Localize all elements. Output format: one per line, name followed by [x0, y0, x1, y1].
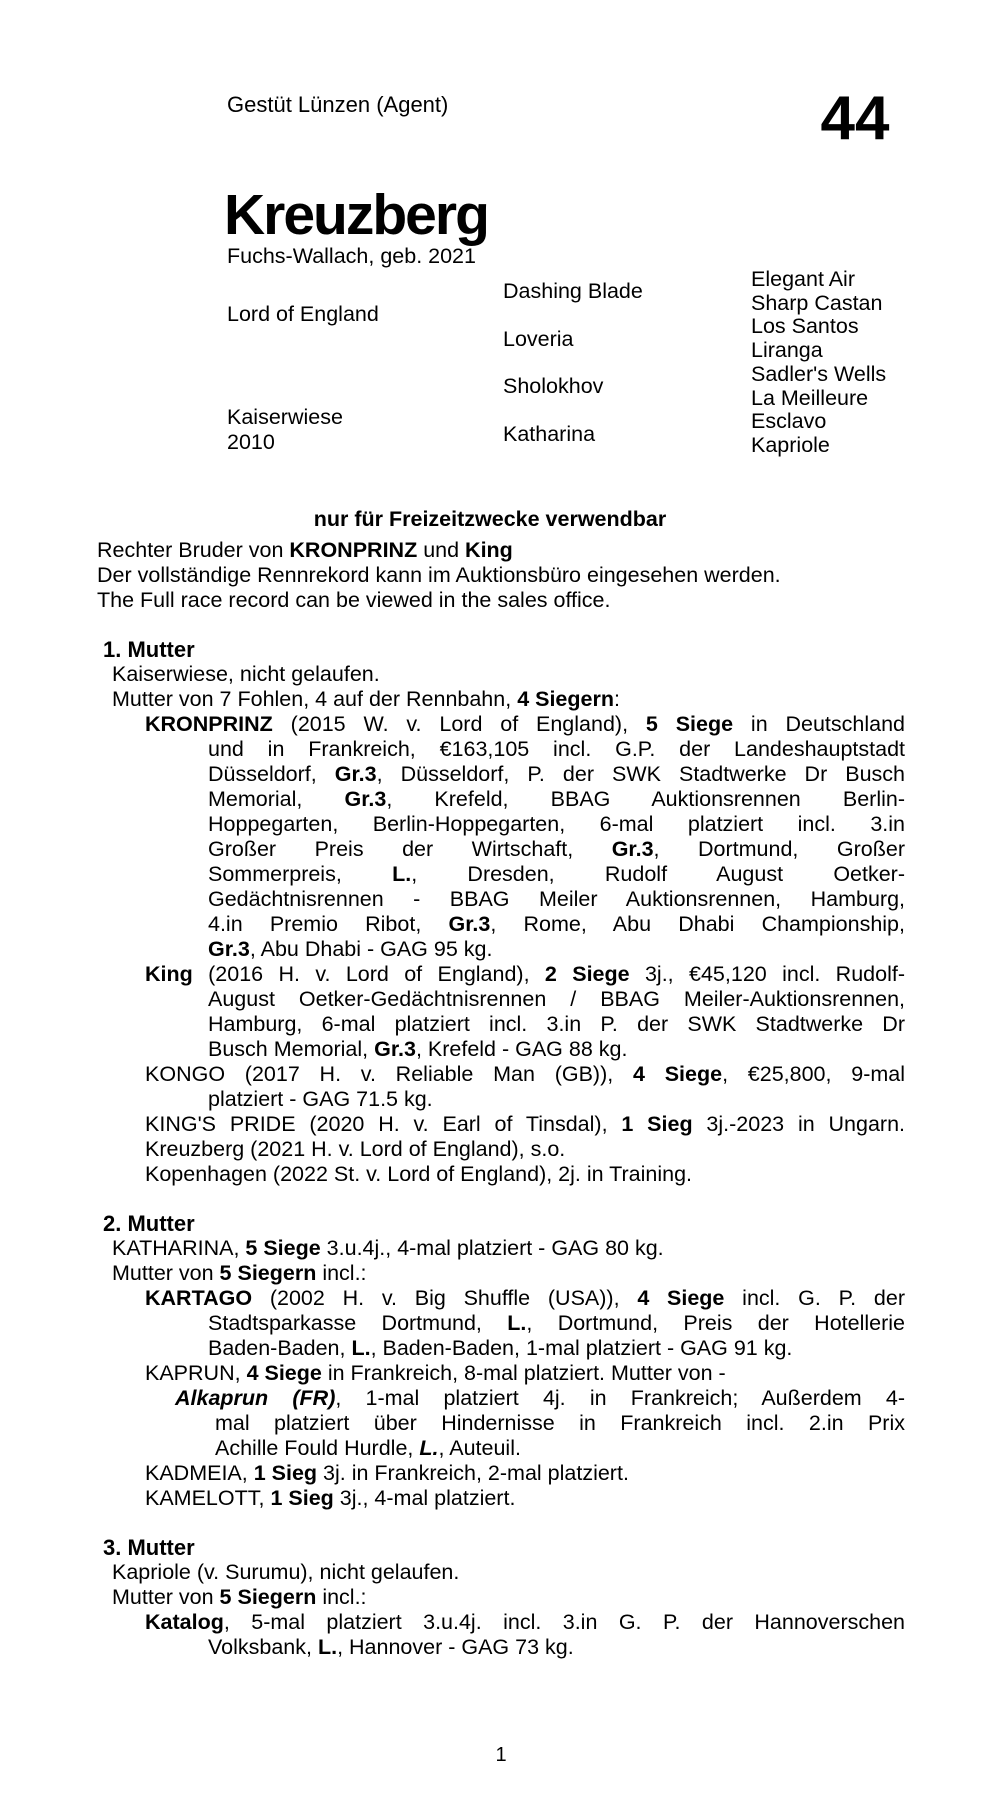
section-heading: 3. Mutter: [103, 1535, 195, 1560]
pedigree-entry: Sadler's Wells: [751, 361, 887, 386]
text-line: King (2016 H. v. Lord of England), 2 Siege 3j., €45,120 incl. Rudolf-: [145, 962, 905, 986]
section-heading: 1. Mutter: [103, 637, 195, 662]
text-line: The Full race record can be viewed in the sales office.: [97, 588, 611, 612]
intro-paragraph: [97, 538, 905, 613]
pedigree-dam-year: 2010: [227, 430, 275, 454]
text-line: Kaiserwiese, nicht gelaufen.: [112, 662, 380, 686]
entry-king: [97, 962, 905, 1062]
entry-kamelott: [97, 1486, 905, 1511]
granddam-produce-summary: [112, 1261, 905, 1286]
granddam-record: [112, 1236, 905, 1261]
entry-kings-pride: [97, 1112, 905, 1137]
text-line: Mutter von 7 Fohlen, 4 auf der Rennbahn, 4 Siegern:: [112, 687, 620, 711]
text-line: Gedächtnisrennen - BBAG Meiler Auktionsrennen, Hamburg,: [208, 887, 905, 911]
great-granddam-record: [112, 1560, 905, 1585]
horse-description: Fuchs-Wallach, geb. 2021: [227, 244, 476, 268]
entry-kaprun: [97, 1361, 905, 1386]
entry-katalog: [97, 1610, 905, 1660]
text-line: KADMEIA, 1 Sieg 3j. in Frankreich, 2-mal platziert.: [145, 1461, 629, 1485]
pedigree-entry: Loveria: [503, 326, 574, 351]
text-line: Kapriole (v. Surumu), nicht gelaufen.: [112, 1560, 460, 1584]
text-line: KONGO (2017 H. v. Reliable Man (GB)), 4 Siege, €25,800, 9-mal: [145, 1062, 905, 1086]
pedigree-entry: Liranga: [751, 338, 823, 363]
pedigree-entry: Sholokhov: [503, 374, 604, 399]
consignor-name: Gestüt Lünzen (Agent): [227, 92, 449, 117]
text-line: Hoppegarten, Berlin-Hoppegarten, 6-mal platziert incl. 3.in: [208, 812, 905, 836]
pedigree-generation2: [503, 268, 643, 458]
pedigree-entry: Katharina: [503, 421, 596, 446]
section-heading: 2. Mutter: [103, 1211, 195, 1236]
text-line: Kopenhagen (2022 St. v. Lord of England), 2j. in Training.: [145, 1162, 693, 1186]
entry-kongo: [97, 1062, 905, 1112]
pedigree-sire: Lord of England: [227, 302, 379, 326]
text-line: KRONPRINZ (2015 W. v. Lord of England), 5 Siege in Deutschland: [145, 712, 906, 736]
text-line: Mutter von 5 Siegern incl.:: [112, 1585, 367, 1609]
text-line: KATHARINA, 5 Siege 3.u.4j., 4-mal platziert - GAG 80 kg.: [112, 1236, 664, 1260]
text-line: Kreuzberg (2021 H. v. Lord of England), s.o.: [145, 1137, 566, 1161]
great-granddam-produce-summary: [112, 1585, 905, 1610]
dam-produce-summary: [112, 687, 905, 712]
text-line: KAPRUN, 4 Siege in Frankreich, 8-mal platziert. Mutter von -: [145, 1361, 726, 1385]
text-line: Mutter von 5 Siegern incl.:: [112, 1261, 367, 1285]
text-line: platziert - GAG 71.5 kg.: [208, 1087, 433, 1111]
text-line: Achille Fould Hurdle, L., Auteuil.: [215, 1436, 521, 1460]
text-line: mal platziert über Hindernisse in Frankreich incl. 2.in Prix: [215, 1411, 905, 1435]
text-line: Großer Preis der Wirtschaft, Gr.3, Dortmund, Großer: [208, 837, 905, 861]
pedigree-entry: Sharp Castan: [751, 290, 883, 315]
text-line: Memorial, Gr.3, Krefeld, BBAG Auktionsrennen Berlin-: [208, 787, 905, 811]
entry-kartago: [97, 1286, 905, 1361]
text-line: Der vollständige Rennrekord kann im Auktionsbüro eingesehen werden.: [97, 563, 781, 587]
text-line: Gr.3, Abu Dhabi - GAG 95 kg.: [208, 937, 493, 961]
text-line: Rechter Bruder von KRONPRINZ und King: [97, 538, 513, 562]
usage-tagline: nur für Freizeitzwecke verwendbar: [313, 507, 667, 531]
text-line: KAMELOTT, 1 Sieg 3j., 4-mal platziert.: [145, 1486, 516, 1510]
pedigree-entry: Los Santos: [751, 314, 859, 339]
catalog-text: [97, 538, 905, 1660]
pedigree-entry: Kapriole: [751, 432, 830, 457]
text-line: Busch Memorial, Gr.3, Krefeld - GAG 88 kg.: [208, 1037, 628, 1061]
text-line: KING'S PRIDE (2020 H. v. Earl of Tinsdal), 1 Sieg 3j.-2023 in Ungarn.: [145, 1112, 905, 1136]
lot-number: 44: [820, 84, 890, 153]
page-number: 1: [495, 1744, 507, 1766]
entry-kreuzberg: [97, 1137, 905, 1162]
pedigree-entry: Elegant Air: [751, 267, 855, 291]
dam-record: [112, 662, 905, 687]
pedigree-dam-block: [227, 405, 343, 455]
text-line: Volksbank, L., Hannover - GAG 73 kg.: [208, 1635, 574, 1659]
text-line: Baden-Baden, L., Baden-Baden, 1-mal platziert - GAG 91 kg.: [208, 1336, 793, 1360]
text-line: und in Frankreich, €163,105 incl. G.P. der Landeshauptstadt: [208, 737, 905, 761]
text-line: Katalog, 5-mal platziert 3.u.4j. incl. 3.in G. P. der Hannoverschen: [145, 1610, 905, 1634]
text-line: Alkaprun (FR), 1-mal platziert 4j. in Frankreich; Außerdem 4-: [175, 1386, 905, 1410]
pedigree-entry: Esclavo: [751, 409, 827, 434]
entry-kronprinz: [97, 712, 905, 962]
text-line: Hamburg, 6-mal platziert incl. 3.in P. der SWK Stadtwerke Dr: [208, 1012, 905, 1036]
text-line: Stadtsparkasse Dortmund, L., Dortmund, Preis der Hotellerie: [208, 1311, 905, 1335]
pedigree-entry: La Meilleure: [751, 385, 869, 410]
horse-name: Kreuzberg: [224, 183, 488, 247]
text-line: 4.in Premio Ribot, Gr.3, Rome, Abu Dhabi Championship,: [208, 912, 905, 936]
entry-kopenhagen: [97, 1162, 905, 1187]
pedigree-generation3: [751, 268, 886, 458]
entry-alkaprun: [97, 1386, 905, 1461]
pedigree-dam: Kaiserwiese: [227, 405, 343, 429]
entry-kadmeia: [97, 1461, 905, 1486]
text-line: Sommerpreis, L., Dresden, Rudolf August Oetker-: [208, 862, 905, 886]
text-line: August Oetker-Gedächtnisrennen / BBAG Meiler-Auktionsrennen,: [208, 987, 905, 1011]
pedigree-entry: Dashing Blade: [503, 279, 643, 303]
text-line: KARTAGO (2002 H. v. Big Shuffle (USA)), 4 Siege incl. G. P. der: [145, 1286, 905, 1310]
text-line: Düsseldorf, Gr.3, Düsseldorf, P. der SWK Stadtwerke Dr Busch: [208, 762, 906, 786]
